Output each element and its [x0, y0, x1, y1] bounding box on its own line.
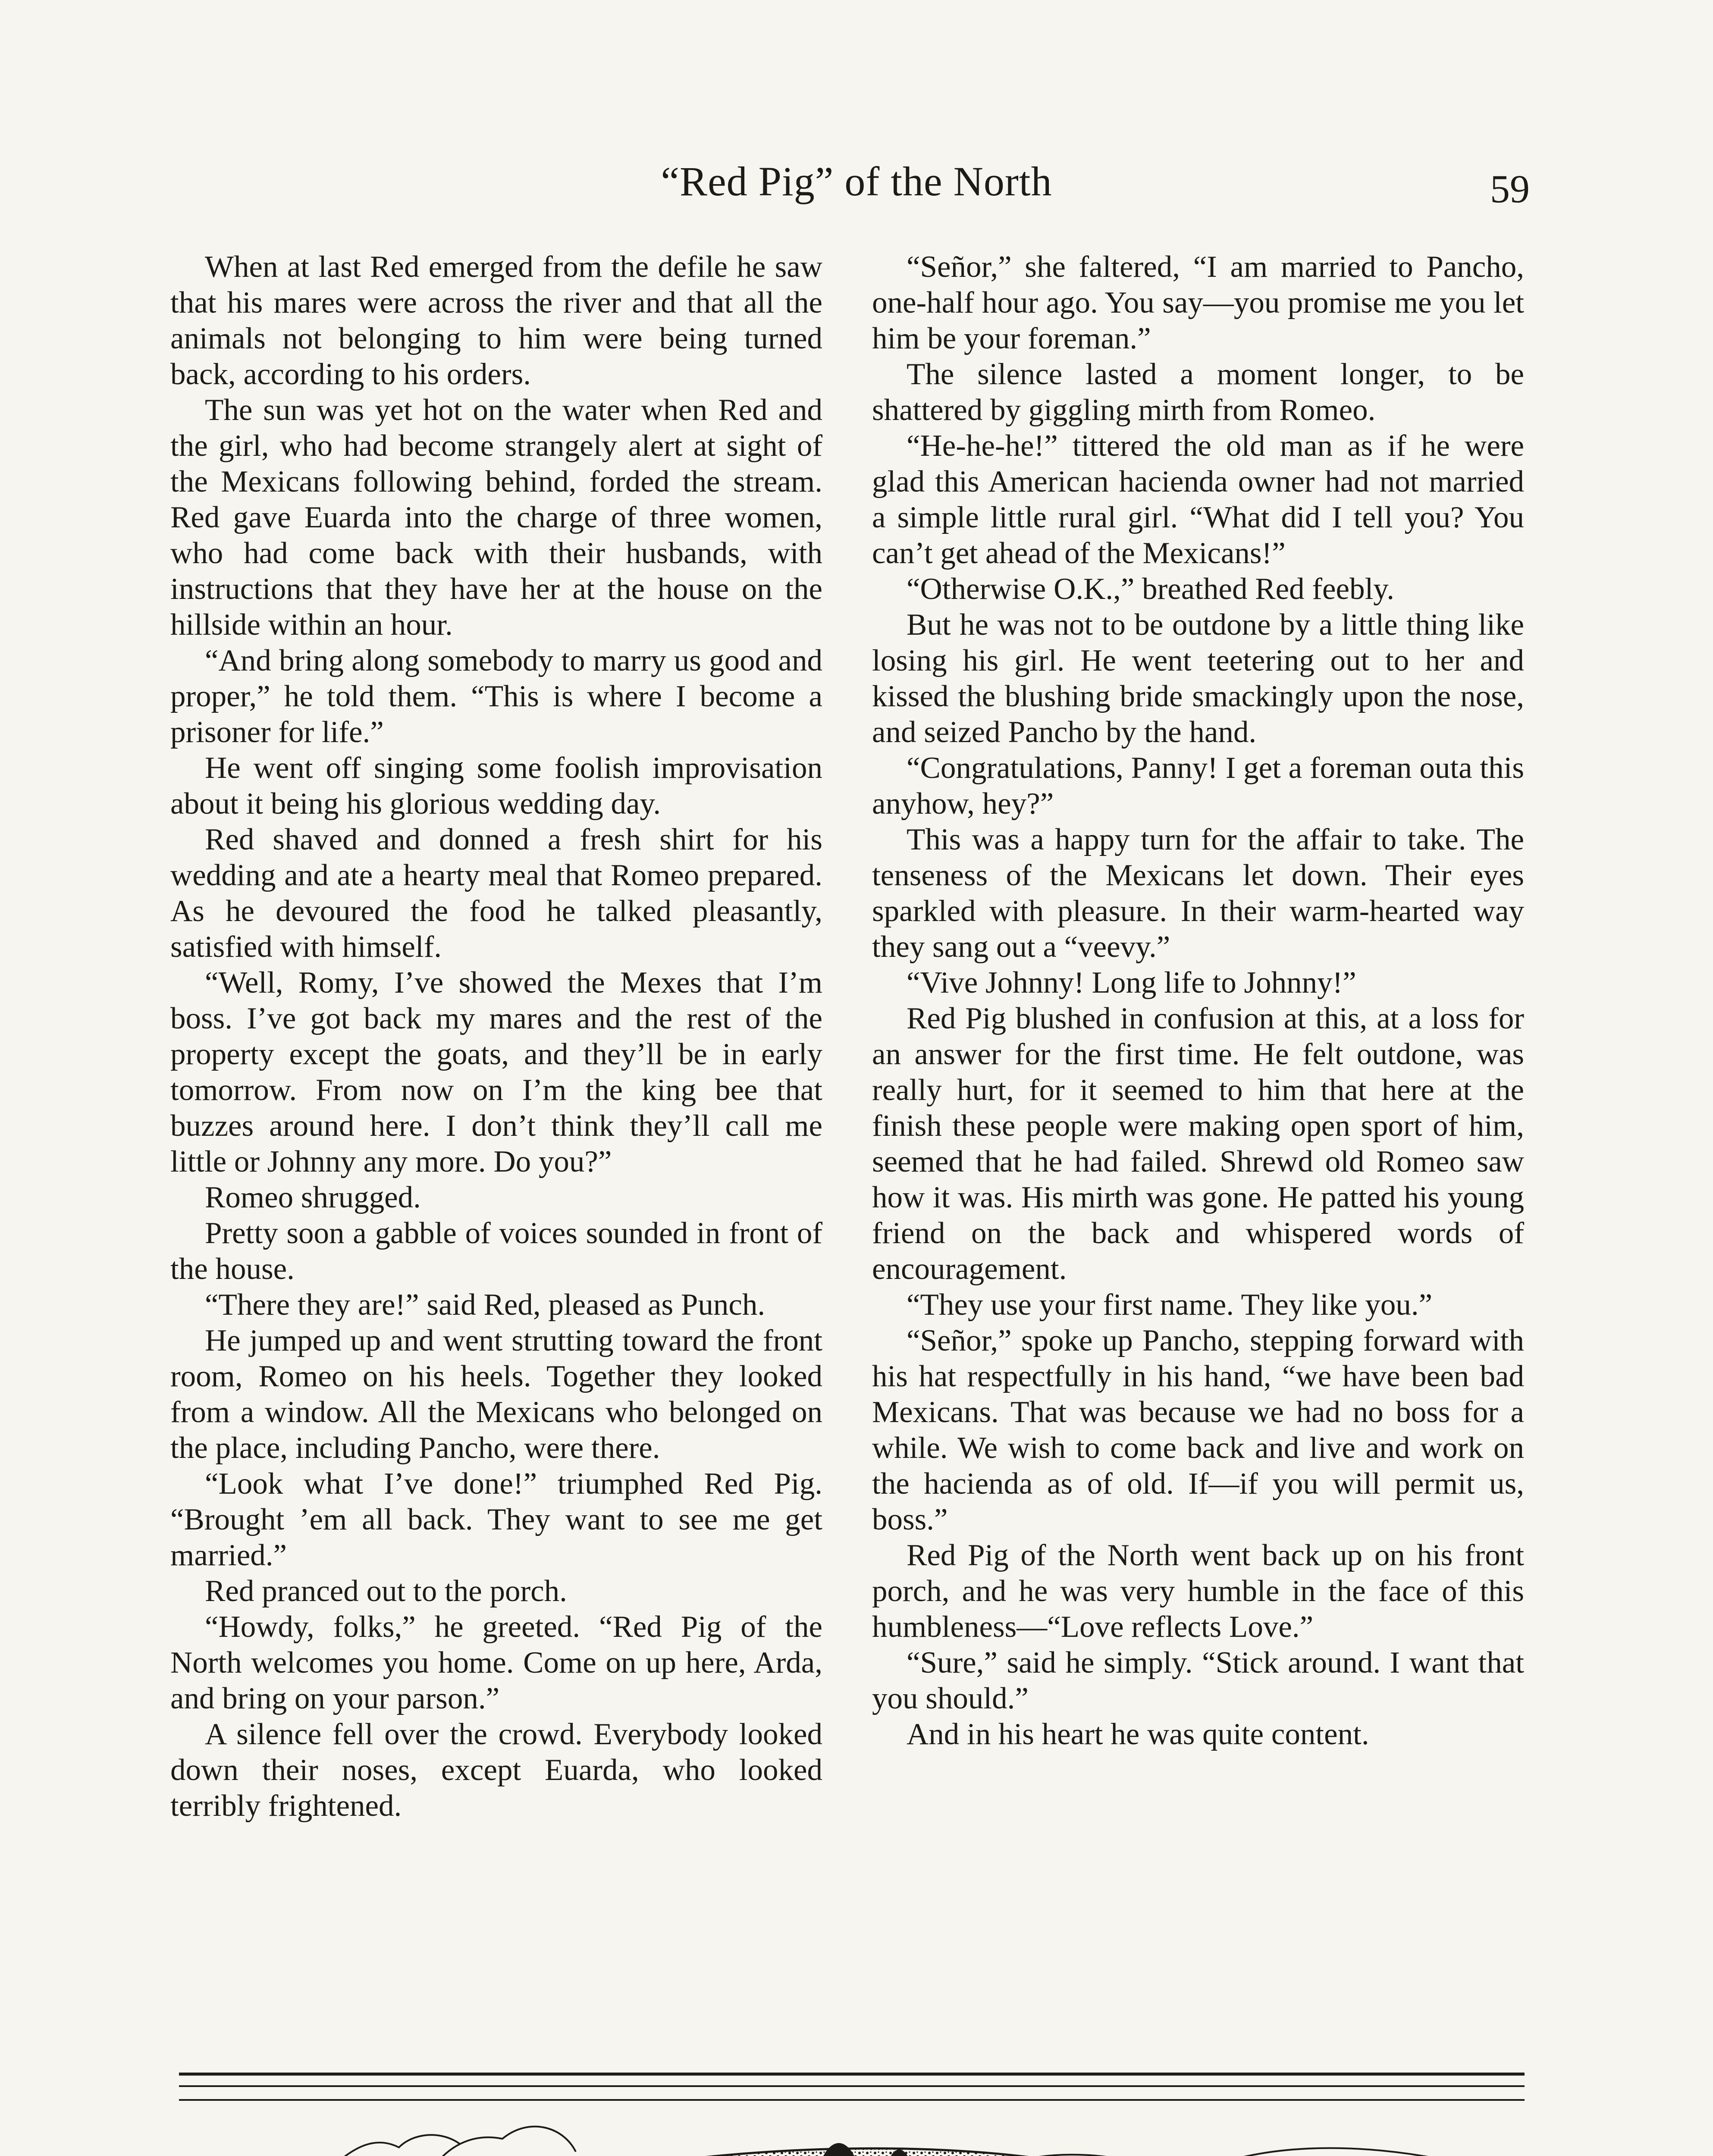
paragraph: He went off singing some foolish improvisation about it being his glorious wedding day.: [170, 751, 822, 821]
running-title: “Red Pig” of the North: [661, 158, 1052, 204]
paragraph: “They use your first name. They like you.”: [907, 1288, 1433, 1322]
paragraph: “There they are!” said Red, pleased as Punch.: [205, 1288, 766, 1322]
paragraph: Romeo shrugged.: [205, 1181, 421, 1214]
paragraph: “Howdy, folks,” he greeted. “Red Pig of the North welcomes you home. Come on up here, Arda, and bring on your parson.”: [170, 1610, 822, 1715]
paragraph: “Señor,” she faltered, “I am married to Pancho, one-half hour ago. You say—you promise me you let him be your foreman.”: [872, 250, 1524, 355]
paragraph: Red Pig of the North went back up on his front porch, and he was very humble in the face of this humbleness—“Love reflects Love.”: [872, 1539, 1524, 1644]
paragraph: But he was not to be outdone by a little thing like losing his girl. He went teetering out to her and kissed the blushing bride smackingly upon the nose, and seized Pancho by the hand.: [872, 608, 1524, 749]
paragraph: Red shaved and donned a fresh shirt for his wedding and ate a hearty meal that Romeo prepared. As he devoured the food he talked pleasantly, satisfied with himself.: [170, 823, 822, 964]
paragraph: Red pranced out to the porch.: [205, 1574, 567, 1608]
paragraph: “Otherwise O.K.,” breathed Red feebly.: [907, 572, 1394, 606]
page-number: 59: [1490, 167, 1530, 211]
paragraph: When at last Red emerged from the defile he saw that his mares were across the river and that all the animals not belonging to him were being turned back, according to his orders.: [170, 250, 822, 391]
paragraph: “Well, Romy, I’ve showed the Mexes that I’m boss. I’ve got back my mares and the rest of the property except the goats, and they’ll be in early tomorrow. From now on I’m the king bee that buzzes around here. I don’t think they’ll call me little or Johnny any more. Do you?”: [170, 966, 822, 1178]
paragraph: A silence fell over the crowd. Everybody looked down their noses, except Euarda, who looked terribly frightened.: [170, 1717, 822, 1823]
paragraph: “Señor,” spoke up Pancho, stepping forward with his hat respectfully in his hand, “we have been bad Mexicans. That was because we had no boss for a while. We wish to come back and live and work on the hacienda as of old. If—if you will permit us, boss.”: [872, 1324, 1524, 1536]
paragraph: This was a happy turn for the affair to take. The tenseness of the Mexicans let down. Their eyes sparkled with pleasure. In their warm-hearted way they sang out a “veevy.”: [872, 823, 1524, 964]
paragraph: “Look what I’ve done!” triumphed Red Pig. “Brought ’em all back. They want to see me get married.”: [170, 1467, 822, 1572]
paragraph: And in his heart he was quite content.: [907, 1717, 1369, 1751]
paragraph: The sun was yet hot on the water when Red and the girl, who had become strangely alert at sight of the Mexicans following behind, forded the stream. Red gave Euarda into the charge of three women, who had come back with their husbands, with instructions that they have her at the house on the hillside within an hour.: [170, 393, 822, 642]
paragraph: “Congratulations, Panny! I get a foreman outa this anyhow, hey?”: [872, 751, 1524, 821]
paragraph: “Vive Johnny! Long life to Johnny!”: [907, 966, 1356, 1000]
paragraph: Red Pig blushed in confusion at this, at a loss for an answer for the first time. He felt outdone, was really hurt, for it seemed to him that here at the finish these people were making open sport of him, seemed that he had failed. Shrewd old Romeo saw how it was. His mirth was gone. He patted his young friend on the back and whispered words of encouragement.: [872, 1002, 1524, 1286]
paragraph: “And bring along somebody to marry us good and proper,” he told them. “This is where I become a prisoner for life.”: [170, 644, 822, 749]
text-column-right: [872, 249, 1524, 1752]
paragraph: Pretty soon a gabble of voices sounded in front of the house.: [170, 1216, 822, 1286]
paragraph: The silence lasted a moment longer, to be shattered by giggling mirth from Romeo.: [872, 357, 1524, 427]
paragraph: “Sure,” said he simply. “Stick around. I want that you should.”: [872, 1646, 1524, 1715]
text-column-left: [170, 249, 822, 1824]
landscape-hill-trees-icon: [175, 2065, 1529, 2156]
paragraph: He jumped up and went strutting toward the front room, Romeo on his heels. Together they looked from a window. All the Mexicans who belonged on the place, including Pancho, were there.: [170, 1324, 822, 1465]
paragraph: “He-he-he!” tittered the old man as if he were glad this American hacienda owner had not married a simple little rural girl. “What did I tell you? You can’t get ahead of the Mexicans!”: [872, 429, 1524, 570]
page-header: [0, 153, 1713, 218]
